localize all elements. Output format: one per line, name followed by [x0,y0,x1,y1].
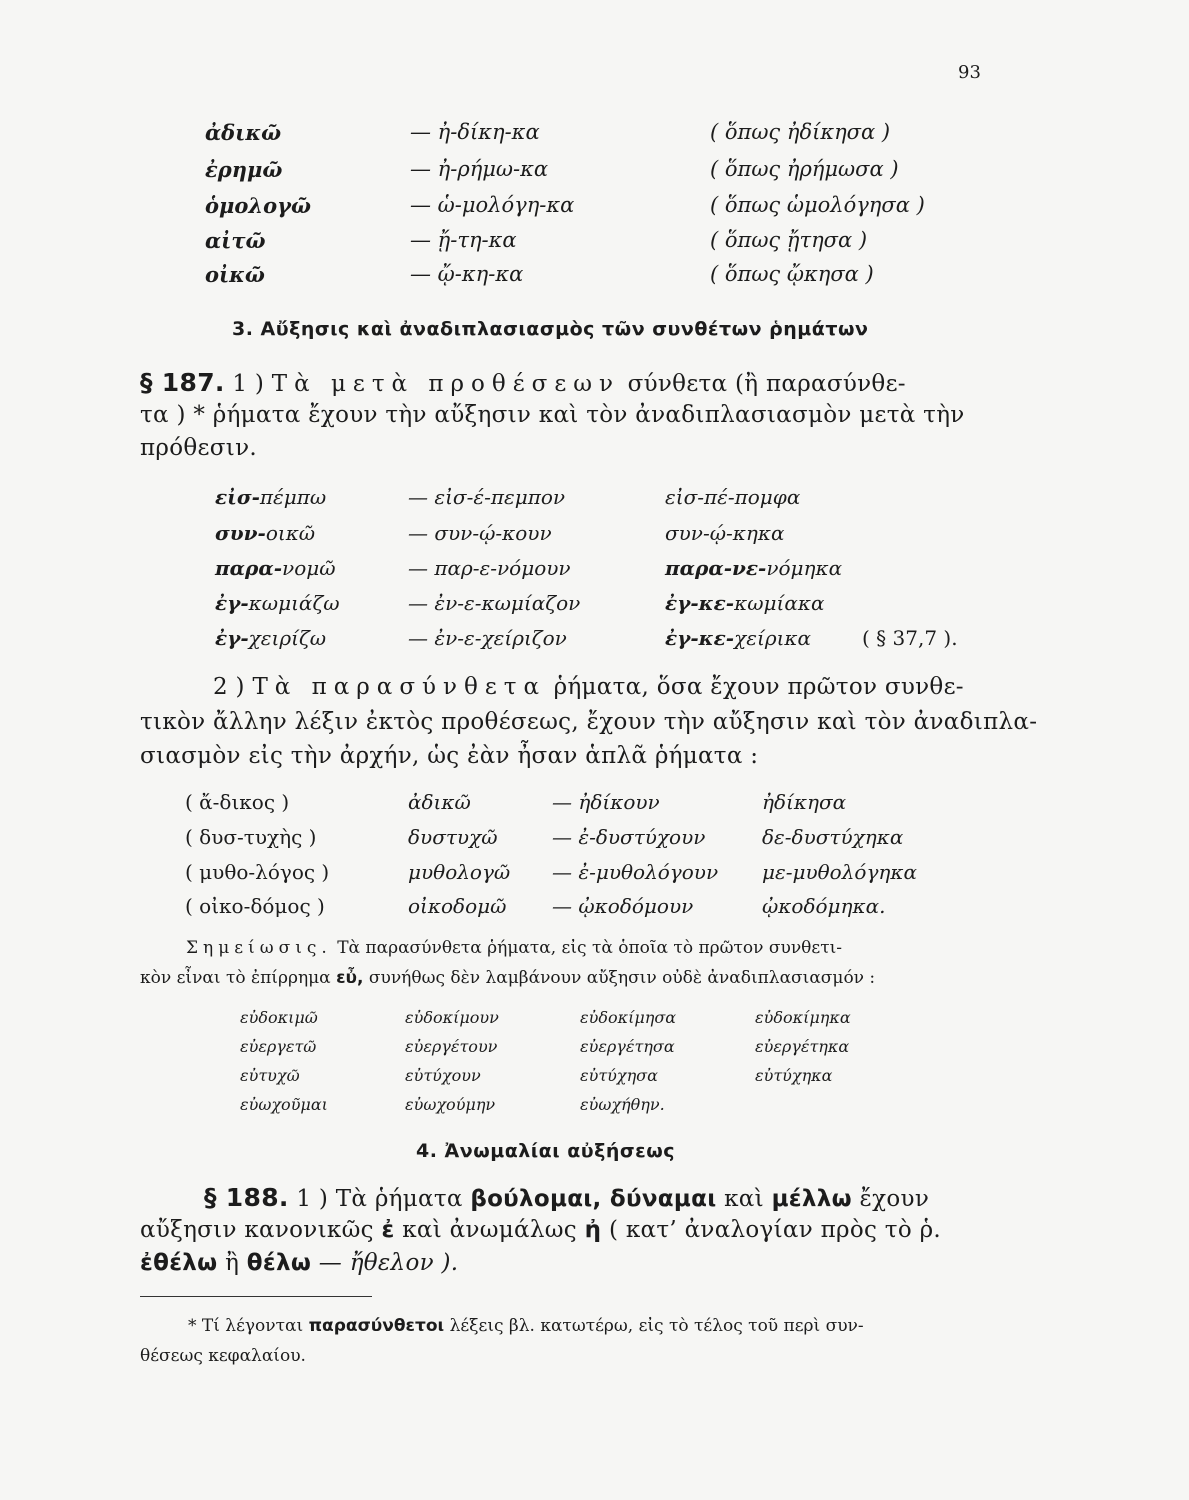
paragraph-188-line-3: ἐθέλω ἢ θέλω — ἤθελον ). [140,1250,459,1276]
section-heading-3: 3. Αὔξησις καὶ ἀναδιπλασιασμὸς τῶν συνθέτων ῥημάτων [232,318,869,340]
paragraph-188-line-2: αὔξησιν κανονικῶς ἐ καὶ ἀνωμάλως ἠ ( κατ’ ἀναλογίαν πρὸς τὸ ῥ. [140,1217,942,1243]
page-number: 93 [958,62,981,83]
section-heading-4: 4. Ἀνωμαλίαι αὐξήσεως [416,1140,676,1162]
paragraph-187-line-1: § 187. 1 ) Τὰ μετὰ προθέσεων σύνθετα (ἢ παρασύνθε- [140,368,906,397]
paragraph-187-line-2: τα ) * ῥήματα ἔχουν τὴν αὔξησιν καὶ τὸν ἀναδιπλασιασμὸν μετὰ τὴν [140,402,965,428]
paragraph-187-2-line-1: 2 ) Τὰ παρασύνθετα ῥήματα, ὅσα ἔχουν πρῶτον συνθε- [213,674,964,700]
remark-line-1: Σημείωσις. Τὰ παρασύνθετα ῥήματα, εἰς τὰ ὁποῖα τὸ πρῶτον συνθετι- [186,938,843,958]
footnote-divider [140,1296,372,1297]
remark-line-2: κὸν εἶναι τὸ ἐπίρρημα εὖ, συνήθως δὲν λαμβάνουν αὔξησιν οὐδὲ ἀναδιπλασιασμόν : [140,968,876,988]
paragraph-188-line-1: § 188. 1 ) Τὰ ῥήματα βούλομαι, δύναμαι καὶ μέλλω ἔχουν [204,1183,930,1212]
footnote-line-1: * Τί λέγονται παρασύνθετοι λέξεις βλ. κατωτέρω, εἰς τὸ τέλος τοῦ περὶ συν- [188,1316,864,1336]
footnote-line-2: θέσεως κεφαλαίου. [140,1346,306,1366]
paragraph-187-2-line-3: σιασμὸν εἰς τὴν ἀρχήν, ὡς ἐὰν ἦσαν ἁπλᾶ ῥήματα : [140,743,759,769]
paragraph-187-2-line-2: τικὸν ἄλλην λέξιν ἐκτὸς προθέσεως, ἔχουν τὴν αὔξησιν καὶ τὸν ἀναδιπλα- [140,709,1038,735]
paragraph-187-line-3: πρόθεσιν. [140,435,257,461]
